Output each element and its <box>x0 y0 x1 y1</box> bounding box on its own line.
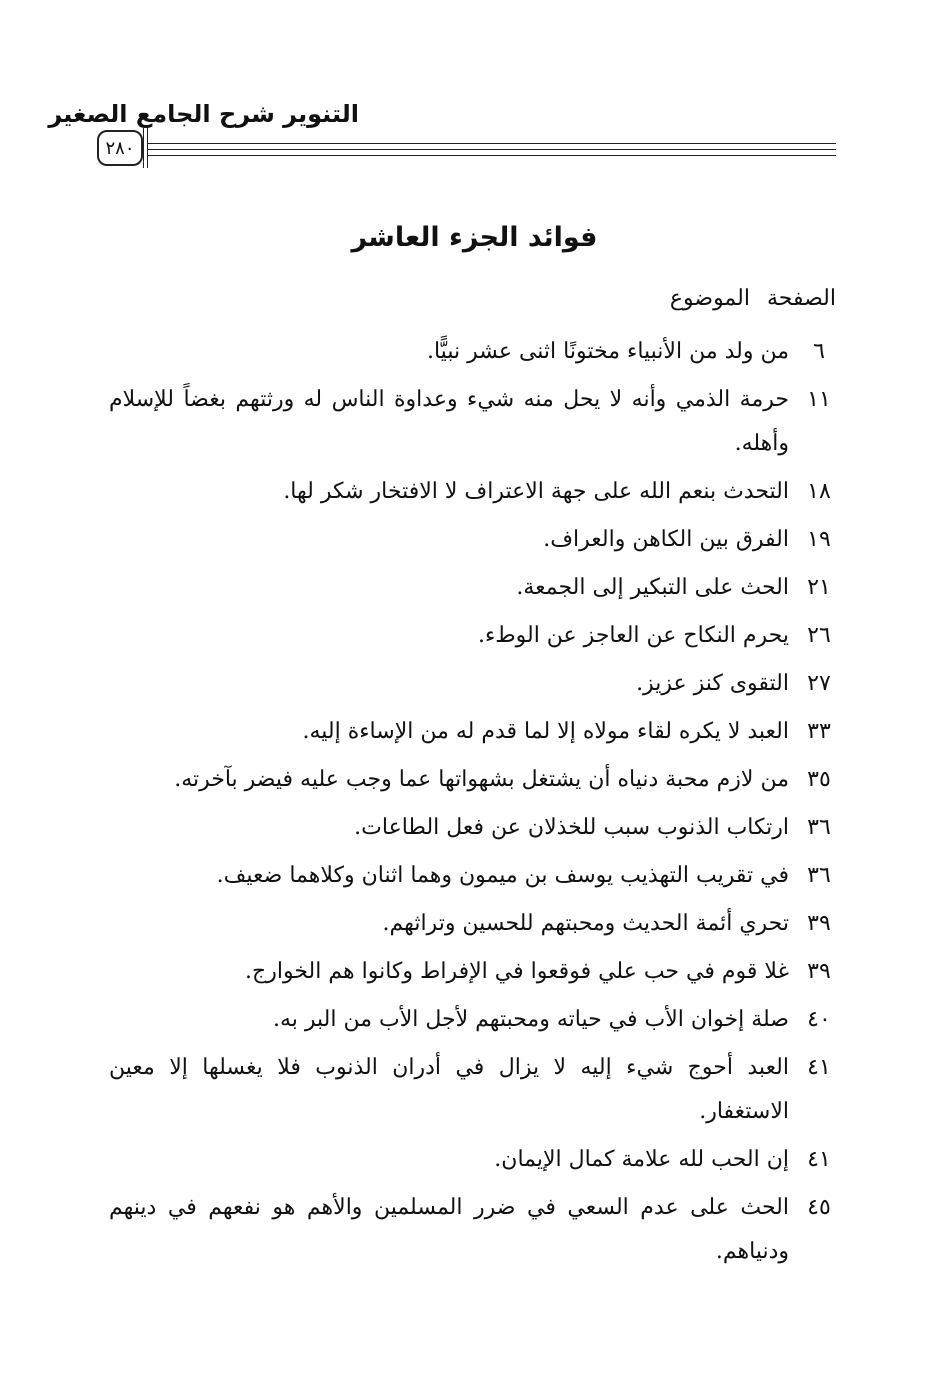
entry-page-number: ٤١ <box>807 1147 831 1172</box>
entry-topic: يحرم النكاح عن العاجز عن الوطء. <box>477 623 789 648</box>
index-entry <box>109 902 849 946</box>
entry-topic: من لازم محبة دنياه أن يشتغل بشهواتها عما وجب عليه فيضر بآخرته. <box>174 767 789 792</box>
topic-column-header: الموضوع <box>669 286 750 311</box>
index-entry <box>109 662 849 706</box>
page-column-header: الصفحة <box>766 286 836 311</box>
entry-page-number: ٦ <box>813 339 825 364</box>
entry-page-number: ١٨ <box>807 479 831 504</box>
index-entry <box>109 566 849 610</box>
header-rule <box>148 155 836 156</box>
entry-page-number: ٣٩ <box>807 959 831 984</box>
entry-topic: الحث على التبكير إلى الجمعة. <box>516 575 789 600</box>
entry-topic: التقوى كنز عزيز. <box>636 671 789 696</box>
entry-topic: الحث على عدم السعي في ضرر المسلمين والأهم هو نفعهم في دينهم ودنياهم. <box>109 1195 789 1264</box>
index-entry <box>109 710 849 754</box>
entry-topic: العبد أحوج شيء إليه لا يزال في أدران الذنوب فلا يغسلها إلا معين الاستغفار. <box>109 1055 789 1124</box>
index-entry <box>109 1138 849 1182</box>
entry-page-number: ٣٦ <box>807 863 831 888</box>
entry-topic: ارتكاب الذنوب سبب للخذلان عن فعل الطاعات. <box>354 815 789 840</box>
index-entry <box>109 330 849 374</box>
entry-topic: في تقريب التهذيب يوسف بن ميمون وهما اثنان وكلاهما ضعيف. <box>216 863 789 888</box>
index-entry <box>109 518 849 562</box>
entry-page-number: ٤٥ <box>807 1195 831 1220</box>
index-entry <box>109 614 849 658</box>
running-title: التنوير شرح الجامع الصغير <box>48 100 359 128</box>
index-entry <box>109 854 849 898</box>
entry-topic: إن الحب لله علامة كمال الإيمان. <box>494 1147 789 1172</box>
entry-topic: حرمة الذمي وأنه لا يحل منه شيء وعداوة الناس له ورثتهم بغضاً للإسلام وأهله. <box>109 387 789 456</box>
entry-page-number: ٢١ <box>807 575 831 600</box>
index-entry <box>109 950 849 994</box>
column-headers <box>660 286 836 311</box>
index-entry <box>109 1186 849 1274</box>
entry-page-number: ٤٠ <box>807 1007 831 1032</box>
entry-page-number: ٣٦ <box>807 815 831 840</box>
entry-topic: من ولد من الأنبياء مختونًا اثنى عشر نبيًّا. <box>426 339 789 364</box>
page-number-label: ٢٨٠ <box>105 137 135 159</box>
header-rule <box>148 143 836 144</box>
index-entry <box>109 378 849 466</box>
section-title: فوائد الجزء العاشر <box>351 222 598 253</box>
index-entry <box>109 758 849 802</box>
entry-page-number: ٣٣ <box>807 719 831 744</box>
entry-page-number: ٢٦ <box>807 623 831 648</box>
entry-topic: التحدث بنعم الله على جهة الاعتراف لا الافتخار شكر لها. <box>283 479 789 504</box>
index-list <box>109 330 849 1278</box>
entry-page-number: ١٩ <box>807 527 831 552</box>
entry-page-number: ١١ <box>807 387 831 412</box>
index-entry <box>109 1046 849 1134</box>
index-entry <box>109 806 849 850</box>
entry-topic: تحري أئمة الحديث ومحبتهم للحسين وتراثهم. <box>382 911 789 936</box>
entry-page-number: ٤١ <box>807 1055 831 1080</box>
entry-topic: صلة إخوان الأب في حياته ومحبتهم لأجل الأب من البر به. <box>272 1007 789 1032</box>
entry-page-number: ٣٥ <box>807 767 831 792</box>
entry-topic: الفرق بين الكاهن والعراف. <box>543 527 789 552</box>
entry-page-number: ٢٧ <box>807 671 831 696</box>
page-number <box>97 130 143 166</box>
entry-page-number: ٣٩ <box>807 911 831 936</box>
entry-topic: العبد لا يكره لقاء مولاه إلا لما قدم له من الإساءة إليه. <box>302 719 789 744</box>
entry-topic: غلا قوم في حب علي فوقعوا في الإفراط وكانوا هم الخوارج. <box>245 959 789 984</box>
index-entry <box>109 998 849 1042</box>
index-entry <box>109 470 849 514</box>
header-rule <box>148 149 836 150</box>
